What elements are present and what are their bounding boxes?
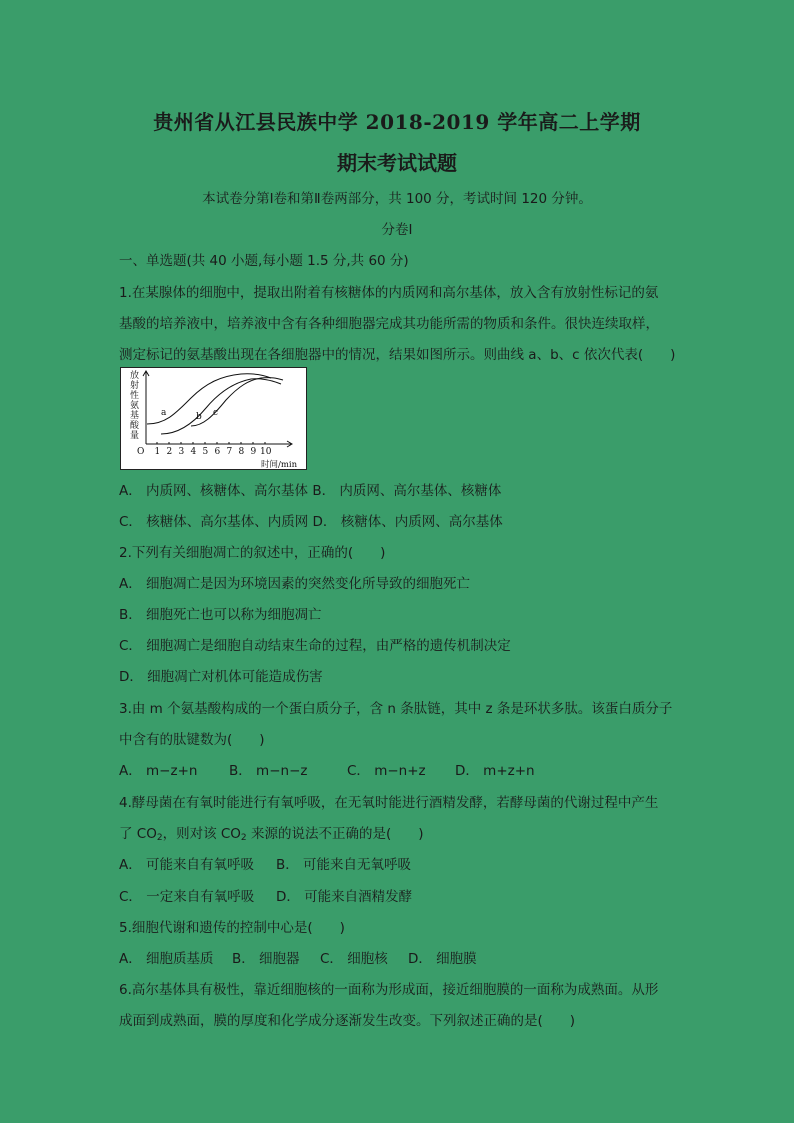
- x-tick-label: 2: [166, 447, 173, 457]
- document-subtitle: 期末考试试题: [337, 151, 457, 175]
- ylabel-char: 射: [130, 381, 140, 391]
- q3-options: [119, 759, 535, 779]
- q5-option-c: C． 细胞核: [320, 951, 388, 967]
- q6-stem-line1: 6.高尔基体具有极性，靠近细胞核的一面称为形成面，接近细胞膜的一面称为成熟面。从形: [119, 982, 659, 998]
- ylabel-char: 基: [130, 411, 140, 421]
- x-tick-label: 7: [226, 447, 233, 457]
- q2-option-b: B． 细胞死亡也可以称为细胞凋亡: [119, 607, 322, 623]
- x-tick-label: 10: [260, 447, 272, 457]
- origin-label: O: [137, 447, 145, 457]
- curve-label-a: a: [161, 408, 167, 418]
- q4-option-d: D． 可能来自酒精发酵: [276, 889, 413, 905]
- x-tick-label: 6: [214, 447, 221, 457]
- x-tick-label: 5: [202, 447, 209, 457]
- xlabel: 时间/min: [261, 460, 298, 469]
- q1-figure: [120, 367, 307, 470]
- exam-intro: 本试卷分第Ⅰ卷和第Ⅱ卷两部分，共 100 分，考试时间 120 分钟。: [202, 191, 592, 207]
- part-heading: 一、单选题(共 40 小题,每小题 1.5 分,共 60 分): [119, 253, 409, 269]
- ylabel-char: 性: [130, 391, 140, 401]
- q4-options-ab: [119, 853, 411, 873]
- q1-stem-line2: 基酸的培养液中，培养液中含有各种细胞器完成其功能所需的物质和条件。很快连续取样，: [119, 316, 659, 332]
- document-title: 贵州省从江县民族中学 2018-2019 学年高二上学期: [153, 110, 641, 134]
- x-tick-label: 9: [250, 447, 257, 457]
- q4-stem-line1: 4.酵母菌在有氧时能进行有氧呼吸，在无氧时能进行酒精发酵，若酵母菌的代谢过程中产生: [119, 795, 659, 811]
- ylabel-char: 放: [130, 371, 140, 381]
- q4-text: ，则对该 CO: [162, 826, 241, 842]
- q3-stem-line1: 3.由 m 个氨基酸构成的一个蛋白质分子，含 n 条肽链，其中 z 条是环状多肽。该蛋白质分子: [119, 701, 673, 717]
- q1-options-ab: A． 内质网、核糖体、高尔基体 B． 内质网、高尔基体、核糖体: [119, 483, 502, 499]
- q4-stem-line2: [119, 822, 423, 843]
- x-tick-label: 3: [178, 447, 185, 457]
- q5-stem: 5.细胞代谢和遗传的控制中心是( ): [119, 920, 345, 936]
- ylabel-char: 酸: [130, 421, 140, 431]
- q2-option-d: D． 细胞凋亡对机体可能造成伤害: [119, 669, 323, 685]
- x-tick-label: 1: [154, 447, 161, 457]
- curve-label-b: b: [196, 412, 202, 422]
- q4-option-c: C． 一定来自有氧呼吸: [119, 889, 255, 905]
- curve-label-c: c: [213, 408, 219, 418]
- q2-option-c: C． 细胞凋亡是细胞自动结束生命的过程，由严格的遗传机制决定: [119, 638, 511, 654]
- q6-stem-line2: 成面到成熟面，膜的厚度和化学成分逐渐发生改变。下列叙述正确的是( ): [119, 1013, 576, 1029]
- curve-c: [191, 378, 283, 426]
- q4-subscript: 2: [240, 833, 247, 843]
- q4-text: 来源的说法不正确的是( ): [246, 826, 424, 842]
- q4-option-a: A． 可能来自有氧呼吸: [119, 857, 255, 873]
- q3-option-d: D． m+z+n: [455, 763, 535, 779]
- q3-option-b: B． m−n−z: [229, 763, 308, 779]
- q2-stem: 2.下列有关细胞凋亡的叙述中，正确的( ): [119, 545, 386, 561]
- q2-option-a: A． 细胞凋亡是因为环境因素的突然变化所导致的细胞死亡: [119, 576, 471, 592]
- q1-stem-line1: 1.在某腺体的细胞中，提取出附着有核糖体的内质网和高尔基体，放入含有放射性标记的氨: [119, 285, 659, 301]
- q4-subscript: 2: [156, 833, 163, 843]
- q3-stem-line2: 中含有的肽键数为( ): [119, 732, 265, 748]
- q4-text: 了 CO: [119, 826, 157, 842]
- q1-options-cd: C． 核糖体、高尔基体、内质网 D． 核糖体、内质网、高尔基体: [119, 514, 503, 530]
- q4-options-cd: [119, 885, 412, 905]
- q3-option-a: A． m−z+n: [119, 763, 198, 779]
- q3-option-c: C． m−n+z: [347, 763, 426, 779]
- ylabel-char: 量: [130, 431, 140, 441]
- q5-option-d: D． 细胞膜: [408, 951, 477, 967]
- x-tick-label: 4: [190, 447, 197, 457]
- ylabel-char: 氨: [130, 401, 140, 411]
- x-tick-label: 8: [238, 447, 245, 457]
- q4-option-b: B． 可能来自无氧呼吸: [276, 857, 412, 873]
- q5-option-b: B． 细胞器: [232, 951, 300, 967]
- q5-option-a: A． 细胞质基质: [119, 951, 214, 967]
- q1-stem-line3: 测定标记的氨基酸出现在各细胞器中的情况，结果如图所示。则曲线 a、b、c 依次代表( ): [119, 347, 676, 363]
- q5-options: [119, 947, 477, 967]
- section-label: 分卷Ⅰ: [381, 222, 413, 238]
